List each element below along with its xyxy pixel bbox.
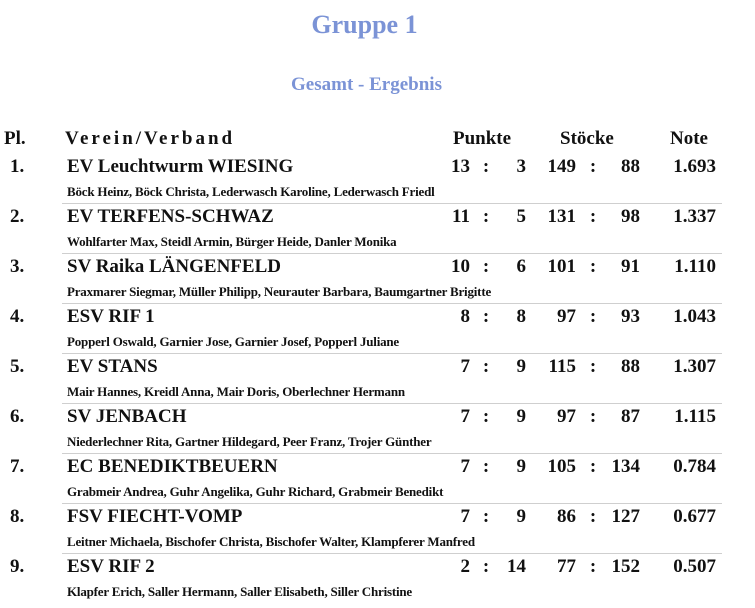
place: 5. (10, 356, 25, 377)
sticks-for: 97 (557, 306, 576, 327)
row-main (0, 306, 755, 332)
points-won: 2 (460, 556, 470, 577)
points-lost: 3 (516, 156, 526, 177)
row-divider (62, 453, 722, 454)
sticks-separator: : (589, 356, 597, 377)
table-header (0, 128, 755, 154)
note-value: 1.337 (673, 206, 716, 227)
team-members: Klapfer Erich, Saller Hermann, Saller Elisabeth, Siller Christine (67, 584, 412, 599)
sticks-against: 87 (621, 406, 640, 427)
points-won: 7 (460, 456, 470, 477)
club-name: EV Leuchtwurm WIESING (67, 156, 294, 177)
sticks-against: 88 (621, 156, 640, 177)
sticks-separator: : (589, 256, 597, 277)
sticks-against: 88 (621, 356, 640, 377)
note-value: 0.677 (673, 506, 716, 527)
points-lost: 9 (516, 356, 526, 377)
points-lost: 9 (516, 406, 526, 427)
note-value: 1.043 (673, 306, 716, 327)
team-members: Wohlfarter Max, Steidl Armin, Bürger Heide, Danler Monika (67, 234, 397, 249)
points-lost: 6 (516, 256, 526, 277)
sticks-against: 91 (621, 256, 640, 277)
sticks-for: 101 (547, 256, 576, 277)
team-members: Mair Hannes, Kreidl Anna, Mair Doris, Oberlechner Hermann (67, 384, 405, 399)
row-main (0, 356, 755, 382)
team-members: Leitner Michaela, Bischofer Christa, Bischofer Walter, Klampferer Manfred (67, 534, 475, 549)
club-name: SV JENBACH (67, 406, 187, 427)
title-block (0, 10, 755, 40)
row-main (0, 506, 755, 532)
table-row (0, 256, 755, 306)
points-separator: : (482, 256, 490, 277)
team-members: Grabmeir Andrea, Guhr Angelika, Guhr Richard, Grabmeir Benedikt (67, 484, 444, 499)
note-value: 0.784 (673, 456, 716, 477)
team-members: Praxmarer Siegmar, Müller Philipp, Neurauter Barbara, Baumgartner Brigitte (67, 284, 492, 299)
points-separator: : (482, 406, 490, 427)
row-divider (62, 203, 722, 204)
club-name: ESV RIF 2 (67, 556, 155, 577)
row-divider (62, 503, 722, 504)
subtitle-block (0, 74, 755, 96)
points-won: 13 (451, 156, 470, 177)
sticks-for: 77 (557, 556, 576, 577)
points-separator: : (482, 156, 490, 177)
points-won: 7 (460, 506, 470, 527)
note-value: 1.693 (673, 156, 716, 177)
note-value: 1.115 (674, 406, 716, 427)
table-row (0, 356, 755, 406)
sticks-for: 115 (548, 356, 576, 377)
points-won: 7 (460, 406, 470, 427)
points-won: 11 (452, 206, 470, 227)
points-separator: : (482, 506, 490, 527)
club-name: SV Raika LÄNGENFELD (67, 256, 281, 277)
sticks-for: 149 (547, 156, 576, 177)
points-lost: 14 (507, 556, 526, 577)
sticks-against: 98 (621, 206, 640, 227)
points-lost: 5 (516, 206, 526, 227)
points-separator: : (482, 306, 490, 327)
row-main (0, 456, 755, 482)
sticks-for: 131 (547, 206, 576, 227)
sticks-separator: : (589, 206, 597, 227)
sticks-against: 152 (611, 556, 640, 577)
row-divider (62, 253, 722, 254)
table-row (0, 456, 755, 506)
sticks-against: 134 (611, 456, 640, 477)
note-value: 1.110 (674, 256, 716, 277)
points-separator: : (482, 456, 490, 477)
sticks-separator: : (589, 456, 597, 477)
place: 8. (10, 506, 25, 527)
row-main (0, 156, 755, 182)
sticks-separator: : (589, 306, 597, 327)
header-sticks: Stöcke (560, 128, 614, 149)
club-name: EV TERFENS-SCHWAZ (67, 206, 274, 227)
row-divider (62, 303, 722, 304)
results-table (0, 156, 755, 606)
row-main (0, 256, 755, 282)
row-divider (62, 353, 722, 354)
sticks-separator: : (589, 506, 597, 527)
table-row (0, 506, 755, 556)
place: 7. (10, 456, 25, 477)
points-separator: : (482, 356, 490, 377)
sticks-for: 86 (557, 506, 576, 527)
place: 3. (10, 256, 25, 277)
club-name: FSV FIECHT-VOMP (67, 506, 243, 527)
points-lost: 8 (516, 306, 526, 327)
sticks-separator: : (589, 406, 597, 427)
row-main (0, 406, 755, 432)
club-name: EV STANS (67, 356, 158, 377)
page-title: Gruppe 1 (311, 10, 418, 39)
sticks-separator: : (589, 556, 597, 577)
sticks-separator: : (589, 156, 597, 177)
team-members: Popperl Oswald, Garnier Jose, Garnier Josef, Popperl Juliane (67, 334, 400, 349)
points-separator: : (482, 206, 490, 227)
row-main (0, 556, 755, 582)
header-points: Punkte (453, 128, 512, 149)
place: 9. (10, 556, 25, 577)
header-place: Pl. (4, 128, 26, 149)
page-subtitle: Gesamt - Ergebnis (291, 74, 442, 95)
note-value: 0.507 (673, 556, 716, 577)
table-row (0, 206, 755, 256)
points-lost: 9 (516, 506, 526, 527)
sticks-against: 127 (611, 506, 640, 527)
header-note: Note (670, 128, 708, 149)
club-name: ESV RIF 1 (67, 306, 155, 327)
table-row (0, 306, 755, 356)
points-won: 10 (451, 256, 470, 277)
points-lost: 9 (516, 456, 526, 477)
points-separator: : (482, 556, 490, 577)
table-row (0, 406, 755, 456)
sticks-against: 93 (621, 306, 640, 327)
header-club: Verein/Verband (65, 128, 236, 149)
points-won: 8 (460, 306, 470, 327)
points-won: 7 (460, 356, 470, 377)
note-value: 1.307 (673, 356, 716, 377)
table-row (0, 156, 755, 206)
row-main (0, 206, 755, 232)
team-members: Niederlechner Rita, Gartner Hildegard, Peer Franz, Trojer Günther (67, 434, 432, 449)
place: 4. (10, 306, 25, 327)
team-members: Böck Heinz, Böck Christa, Lederwasch Karoline, Lederwasch Friedl (67, 184, 435, 199)
sticks-for: 97 (557, 406, 576, 427)
row-divider (62, 553, 722, 554)
sticks-for: 105 (547, 456, 576, 477)
row-divider (62, 403, 722, 404)
place: 6. (10, 406, 25, 427)
club-name: EC BENEDIKTBEUERN (67, 456, 278, 477)
place: 1. (10, 156, 25, 177)
place: 2. (10, 206, 25, 227)
table-row (0, 556, 755, 606)
